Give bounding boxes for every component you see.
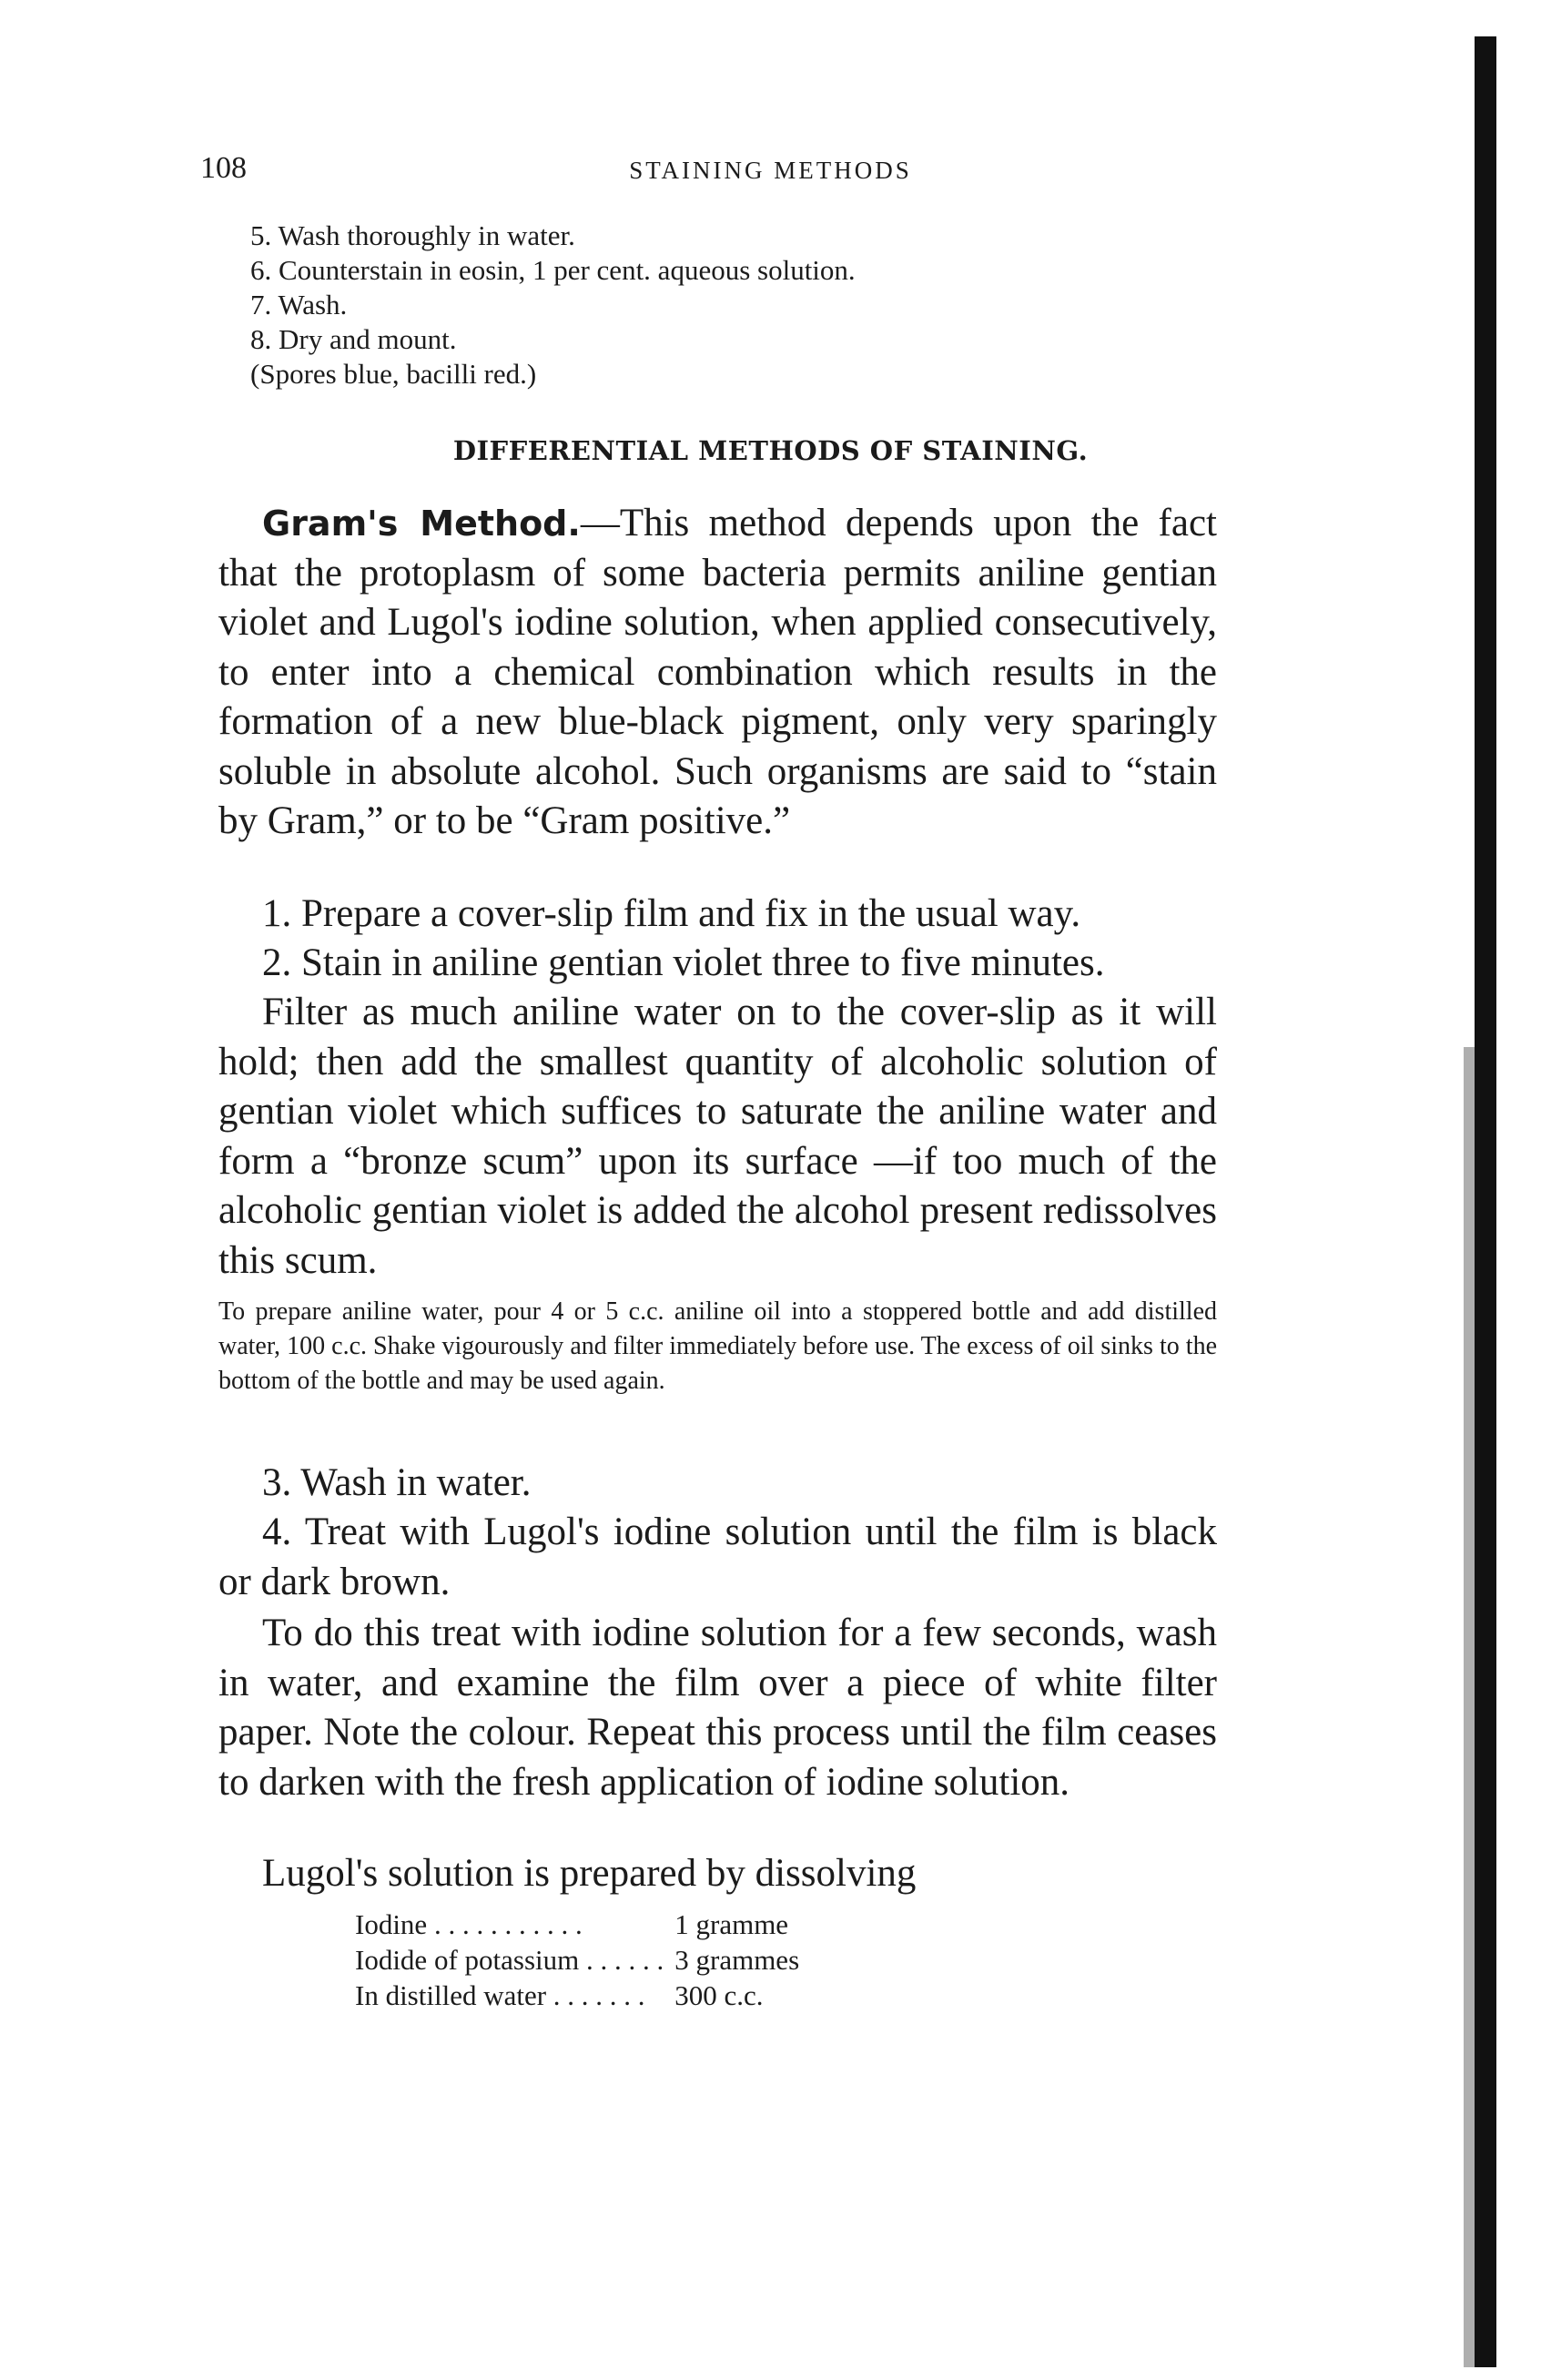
iodine-paragraph: To do this treat with iodine solution for a few seconds, wash in water, and examine the film over a piece of white filter paper. Note the colour. Repeat this process until the film ceases to darken with the fresh application of iodine solution. [218, 1612, 1217, 1804]
gram-step-3: 3. Wash in water. [262, 1461, 532, 1504]
section-heading: DIFFERENTIAL METHODS OF STAINING. [452, 435, 1089, 466]
ingredient-cell: Iodide of potassium . . . . . . [355, 1944, 664, 1976]
quantity-cell: 300 c.c. [674, 1979, 764, 2011]
quantity-cell: 1 gramme [674, 1908, 789, 1940]
quantity-cell: 3 grammes [674, 1944, 800, 1976]
table-row [355, 1978, 799, 2013]
list-item: 8. Dry and mount. [250, 323, 457, 355]
filter-paragraph: Filter as much aniline water on to the cover-slip as it will hold; then add the smallest quantity of alcoholic solution of gentian violet which suffices to saturate the aniline water and form a “bronze scum” upon its surface —if too much of the alcoholic gentian violet is added the alcohol present redissolves this scum. [218, 991, 1217, 1282]
ingredient-cell: Iodine . . . . . . . . . . . [355, 1908, 583, 1940]
gram-step-1: 1. Prepare a cover-slip film and fix in the usual way. [262, 892, 1081, 935]
spore-steps-list [250, 219, 856, 392]
aniline-water-note: To prepare aniline water, pour 4 or 5 c.c. aniline oil into a stoppered bottle and add distilled water, 100 c.c. Shake vigourously and filter immediately before use. The excess of oil sinks to the bottom of the bottle and may be used again. [218, 1297, 1217, 1395]
page-number: 108 [200, 151, 247, 185]
list-item: (Spores blue, bacilli red.) [250, 358, 537, 390]
running-title: STAINING METHODS [629, 157, 912, 184]
ingredient-cell: In distilled water . . . . . . . [355, 1979, 645, 2011]
gram-step-4: 4. Treat with Lugol's iodine solution until the film is black or dark brown. [218, 1510, 1217, 1603]
table-row [355, 1907, 799, 1942]
gram-intro-paragraph [218, 499, 1217, 847]
scan-edge-fade [1464, 1047, 1475, 2367]
table-row [355, 1942, 799, 1978]
gram-intro-text: —This method depends upon the fact that the protoplasm of some bacteria permits aniline gentian violet and Lugol's iodine solution, when applied consecutively, to enter into a chemical combination which results in the formation of a new blue-black pigment, only very sparingly soluble in absolute alcohol. Such organisms are said to “stain by Gram,” or to be “Gram positive.” [218, 502, 1217, 842]
gram-method-lead: Gram's Method. [262, 503, 581, 544]
lugol-intro: Lugol's solution is prepared by dissolving [262, 1852, 917, 1895]
list-item: 7. Wash. [250, 289, 348, 320]
list-item: 5. Wash thoroughly in water. [250, 219, 575, 251]
scan-edge-shadow [1475, 36, 1496, 2367]
gram-step-2: 2. Stain in aniline gentian violet three to five minutes. [262, 941, 1105, 984]
lugol-recipe-table [355, 1907, 799, 2013]
list-item: 6. Counterstain in eosin, 1 per cent. aqueous solution. [250, 254, 856, 286]
